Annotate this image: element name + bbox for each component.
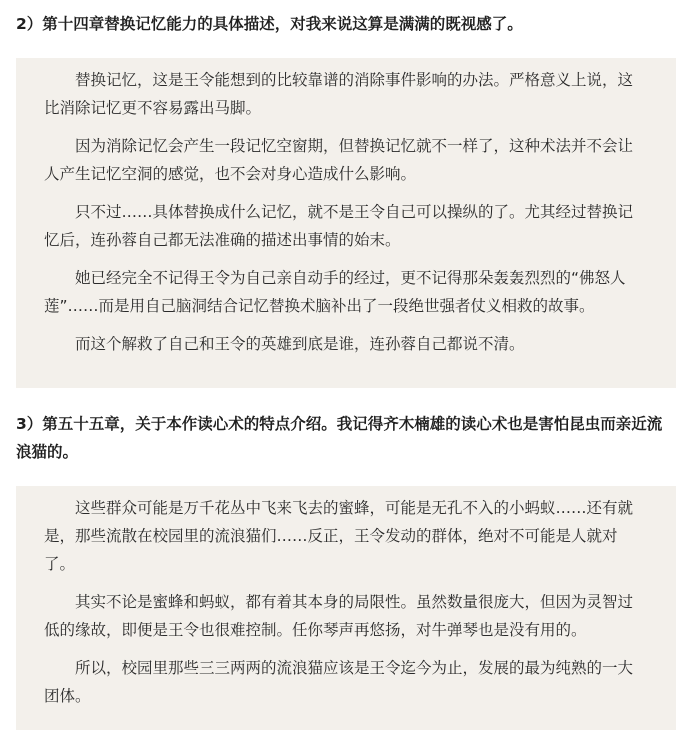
quote-paragraph: 因为消除记忆会产生一段记忆空窗期，但替换记忆就不一样了，这种术法并不会让人产生记忆空洞的感觉，也不会对身心造成什么影响。 — [44, 137, 634, 183]
quote-block-chapter-55 — [16, 486, 676, 730]
quote-paragraph: 所以，校园里那些三三两两的流浪猫应该是王令迄今为止，发展的最为纯熟的一大团体。 — [44, 659, 634, 705]
section-heading-2: 2）第十四章替换记忆能力的具体描述，对我来说这算是满满的既视感了。 — [16, 15, 523, 33]
quote-paragraph: 只不过……具体替换成什么记忆，就不是王令自己可以操纵的了。尤其经过替换记忆后，连孙蓉自己都无法准确的描述出事情的始末。 — [44, 203, 634, 249]
quote-paragraph: 而这个解救了自己和王令的英雄到底是谁，连孙蓉自己都说不清。 — [75, 335, 525, 353]
section-heading-3: 3）第五十五章，关于本作读心术的特点介绍。我记得齐木楠雄的读心术也是害怕昆虫而亲近流浪猫的。 — [16, 415, 663, 461]
quote-paragraph: 替换记忆，这是王令能想到的比较靠谱的消除事件影响的办法。严格意义上说，这比消除记忆更不容易露出马脚。 — [44, 71, 634, 117]
quote-paragraph: 这些群众可能是万千花丛中飞来飞去的蜜蜂，可能是无孔不入的小蚂蚁……还有就是，那些流散在校园里的流浪猫们……反正，王令发动的群体，绝对不可能是人就对了。 — [44, 499, 634, 573]
quote-paragraph: 她已经完全不记得王令为自己亲自动手的经过，更不记得那朵轰轰烈烈的“佛怒人莲”……而是用自己脑洞结合记忆替换术脑补出了一段绝世强者仗义相救的故事。 — [44, 269, 626, 315]
quote-paragraph: 其实不论是蜜蜂和蚂蚁，都有着其本身的局限性。虽然数量很庞大，但因为灵智过低的缘故，即便是王令也很难控制。任你琴声再悠扬，对牛弹琴也是没有用的。 — [44, 593, 634, 639]
quote-block-chapter-14 — [16, 58, 676, 388]
